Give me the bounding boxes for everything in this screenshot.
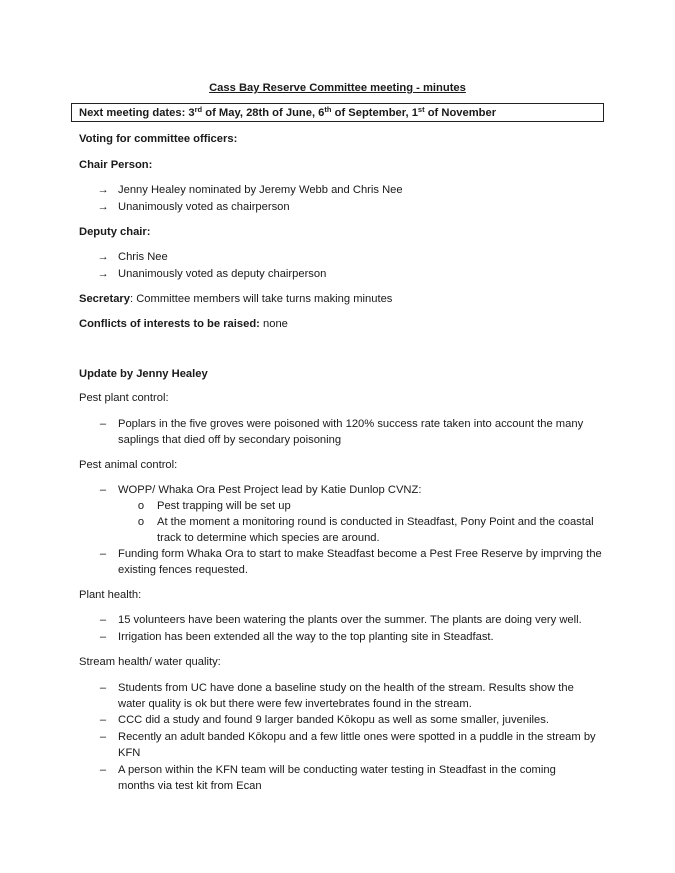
stream-heading: Stream health/ water quality: bbox=[79, 656, 221, 668]
pest-animal-heading: Pest animal control: bbox=[79, 459, 178, 471]
sub-list-item-continued: track to determine which species are around. bbox=[157, 532, 380, 544]
pest-plant-heading: Pest plant control: bbox=[79, 392, 169, 404]
list-item-continued: water quality is ok but there were few invertebrates found in the stream. bbox=[118, 698, 472, 710]
dash-bullet-icon: – bbox=[99, 418, 107, 430]
circle-bullet-icon: o bbox=[137, 516, 145, 528]
list-item: Poplars in the five groves were poisoned with 120% success rate taken into account the many bbox=[118, 418, 584, 430]
dash-bullet-icon: – bbox=[99, 548, 107, 560]
page-title: Cass Bay Reserve Committee meeting - minutes bbox=[209, 82, 466, 94]
arrow-bullet-icon: → bbox=[97, 268, 109, 280]
list-item: CCC did a study and found 9 larger banded Kōkopu as well as some smaller, juveniles. bbox=[118, 714, 549, 726]
dash-bullet-icon: – bbox=[99, 484, 107, 496]
arrow-bullet-icon: → bbox=[97, 201, 109, 213]
list-item: 15 volunteers have been watering the plants over the summer. The plants are doing very well. bbox=[118, 614, 582, 626]
dash-bullet-icon: – bbox=[99, 682, 107, 694]
dash-bullet-icon: – bbox=[99, 764, 107, 776]
dash-bullet-icon: – bbox=[99, 714, 107, 726]
dash-bullet-icon: – bbox=[99, 631, 107, 643]
voting-heading: Voting for committee officers: bbox=[79, 133, 238, 145]
list-item-continued: months via test kit from Ecan bbox=[118, 780, 262, 792]
list-item: Chris Nee bbox=[118, 251, 168, 263]
list-item: Jenny Healey nominated by Jeremy Webb and Chris Nee bbox=[118, 184, 403, 196]
chair-heading: Chair Person: bbox=[79, 159, 153, 171]
deputy-heading: Deputy chair: bbox=[79, 226, 151, 238]
list-item: Unanimously voted as chairperson bbox=[118, 201, 290, 213]
list-item: Funding form Whaka Ora to start to make Steadfast become a Pest Free Reserve by imprving the bbox=[118, 548, 602, 560]
conflicts-line: Conflicts of interests to be raised: none bbox=[79, 318, 288, 330]
list-item: Unanimously voted as deputy chairperson bbox=[118, 268, 327, 280]
update-heading: Update by Jenny Healey bbox=[79, 368, 208, 380]
arrow-bullet-icon: → bbox=[97, 251, 109, 263]
dash-bullet-icon: – bbox=[99, 731, 107, 743]
sub-list-item: At the moment a monitoring round is conducted in Steadfast, Pony Point and the coastal bbox=[157, 516, 594, 528]
circle-bullet-icon: o bbox=[137, 500, 145, 512]
sub-list-item: Pest trapping will be set up bbox=[157, 500, 291, 512]
next-meeting-box bbox=[71, 103, 604, 122]
plant-health-heading: Plant health: bbox=[79, 589, 142, 601]
list-item: A person within the KFN team will be conducting water testing in Steadfast in the coming bbox=[118, 764, 556, 776]
next-meeting-dates: Next meeting dates: 3rd of May, 28th of June, 6th of September, 1st of November bbox=[79, 105, 497, 119]
list-item: Irrigation has been extended all the way to the top planting site in Steadfast. bbox=[118, 631, 494, 643]
list-item: Recently an adult banded Kōkopu and a few little ones were spotted in a puddle in the stream by bbox=[118, 731, 596, 743]
list-item-continued: existing fences requested. bbox=[118, 564, 248, 576]
secretary-line: Secretary: Committee members will take turns making minutes bbox=[79, 293, 393, 305]
dash-bullet-icon: – bbox=[99, 614, 107, 626]
list-item: Students from UC have done a baseline study on the health of the stream. Results show the bbox=[118, 682, 574, 694]
list-item: WOPP/ Whaka Ora Pest Project lead by Katie Dunlop CVNZ: bbox=[118, 484, 422, 496]
list-item-continued: saplings that died off by secondary poisoning bbox=[118, 434, 342, 446]
arrow-bullet-icon: → bbox=[97, 184, 109, 196]
list-item-continued: KFN bbox=[118, 747, 141, 759]
